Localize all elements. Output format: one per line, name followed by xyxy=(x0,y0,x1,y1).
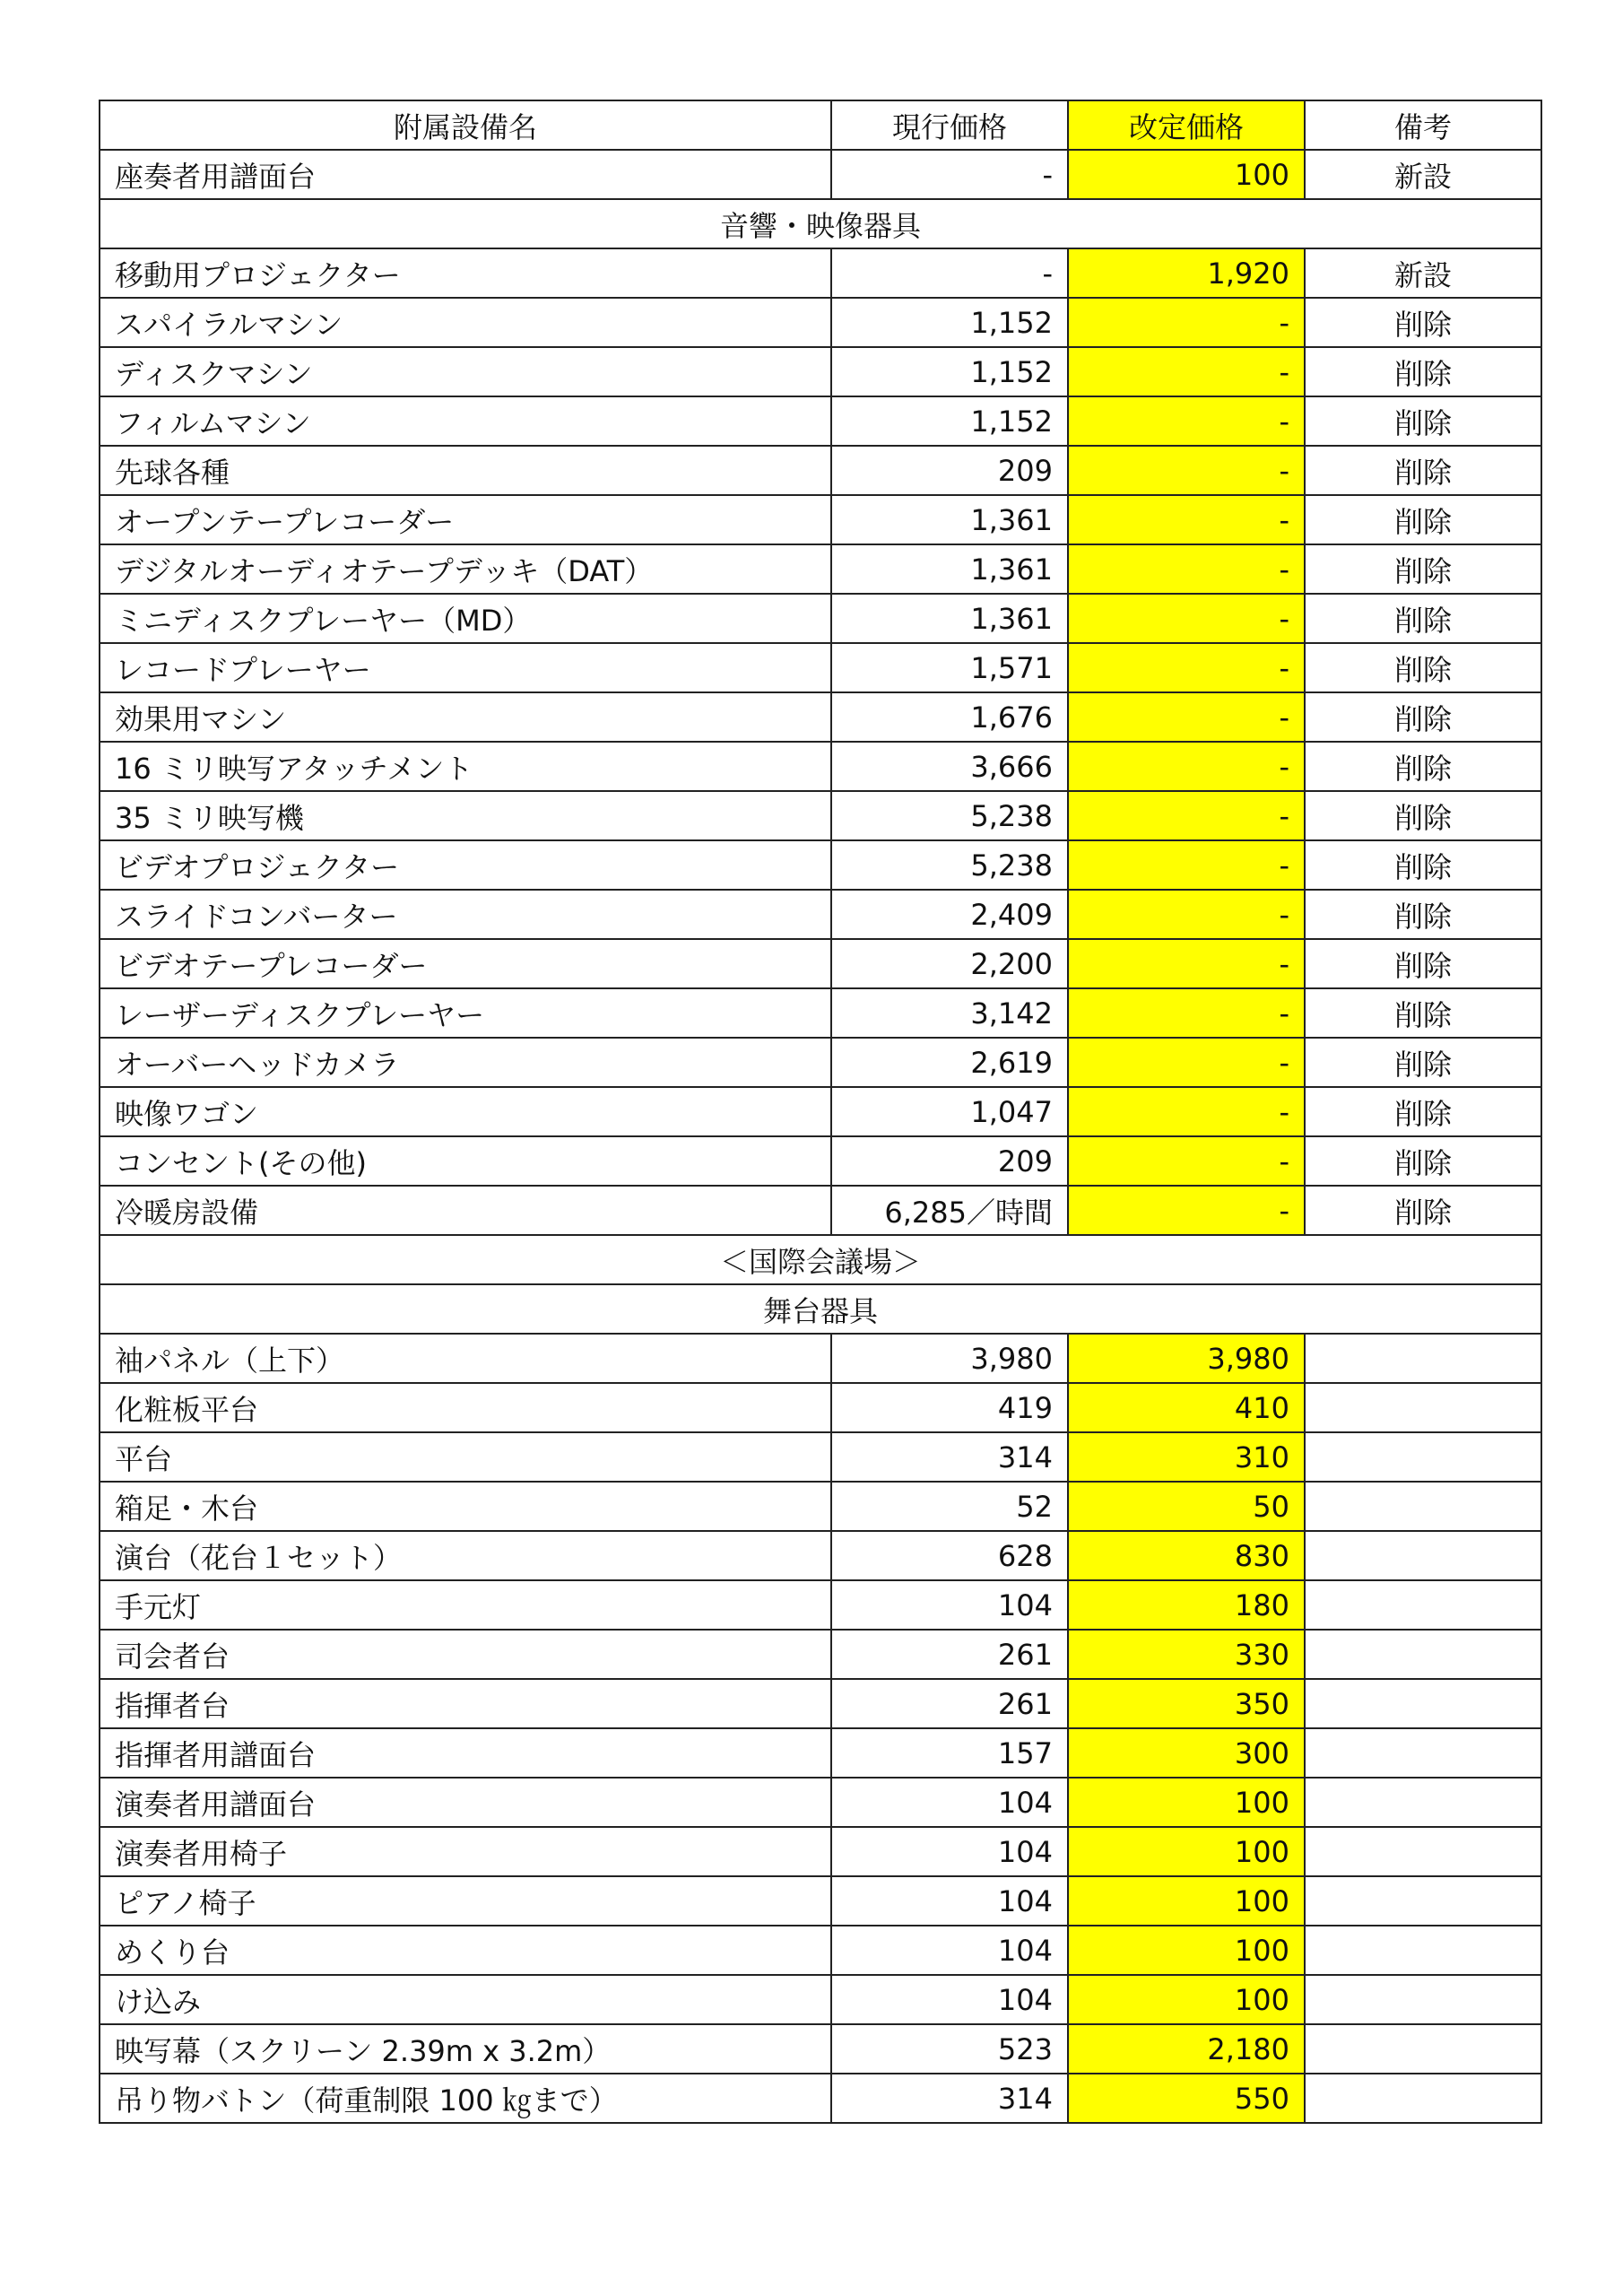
equipment-name-cell: 映像ワゴン xyxy=(100,1087,831,1136)
note-cell xyxy=(1305,1630,1541,1679)
note-cell: 削除 xyxy=(1305,791,1541,840)
fee-table-container xyxy=(99,100,1542,2124)
equipment-name-cell: 演台（花台１セット） xyxy=(100,1531,831,1580)
table-row xyxy=(100,1876,1541,1926)
revised-price-cell: 100 xyxy=(1068,1876,1305,1926)
revised-price-cell: 2,180 xyxy=(1068,2024,1305,2074)
revised-price-cell: - xyxy=(1068,939,1305,988)
note-cell xyxy=(1305,2024,1541,2074)
table-row xyxy=(100,742,1541,791)
equipment-name-cell: デジタルオーディオテープデッキ（DAT） xyxy=(100,544,831,594)
note-cell xyxy=(1305,1580,1541,1630)
revised-price-cell: 310 xyxy=(1068,1432,1305,1482)
table-row xyxy=(100,446,1541,495)
table-row xyxy=(100,643,1541,692)
equipment-name-cell: 座奏者用譜面台 xyxy=(100,150,831,199)
header-current-price: 現行価格 xyxy=(831,100,1068,150)
revised-price-cell: - xyxy=(1068,840,1305,890)
current-price-cell: 1,152 xyxy=(831,298,1068,347)
table-row xyxy=(100,692,1541,742)
table-row xyxy=(100,1482,1541,1531)
revised-price-cell: - xyxy=(1068,643,1305,692)
equipment-name-cell: 袖パネル（上下） xyxy=(100,1334,831,1383)
table-row xyxy=(100,1136,1541,1186)
table-row xyxy=(100,1926,1541,1975)
equipment-name-cell: オープンテープレコーダー xyxy=(100,495,831,544)
equipment-name-cell: スライドコンバーター xyxy=(100,890,831,939)
note-cell xyxy=(1305,1432,1541,1482)
table-row xyxy=(100,1679,1541,1728)
table-row xyxy=(100,150,1541,199)
current-price-cell: 104 xyxy=(831,1580,1068,1630)
table-row xyxy=(100,1038,1541,1087)
revised-price-cell: 50 xyxy=(1068,1482,1305,1531)
equipment-name-cell: 映写幕（スクリーン 2.39m x 3.2m） xyxy=(100,2024,831,2074)
table-row xyxy=(100,791,1541,840)
revised-price-cell: - xyxy=(1068,446,1305,495)
equipment-name-cell: 先球各種 xyxy=(100,446,831,495)
note-cell: 削除 xyxy=(1305,890,1541,939)
table-row xyxy=(100,988,1541,1038)
equipment-name-cell: ビデオプロジェクター xyxy=(100,840,831,890)
current-price-cell: 3,142 xyxy=(831,988,1068,1038)
current-price-cell: 314 xyxy=(831,1432,1068,1482)
revised-price-cell: 830 xyxy=(1068,1531,1305,1580)
note-cell: 削除 xyxy=(1305,396,1541,446)
equipment-name-cell: ディスクマシン xyxy=(100,347,831,396)
revised-price-cell: - xyxy=(1068,742,1305,791)
table-row xyxy=(100,1630,1541,1679)
note-cell xyxy=(1305,1975,1541,2024)
table-row xyxy=(100,2024,1541,2074)
table-row xyxy=(100,396,1541,446)
equipment-name-cell: コンセント(その他) xyxy=(100,1136,831,1186)
table-row xyxy=(100,1778,1541,1827)
current-price-cell: 523 xyxy=(831,2024,1068,2074)
note-cell xyxy=(1305,1383,1541,1432)
table-row xyxy=(100,890,1541,939)
table-row xyxy=(100,248,1541,298)
equipment-name-cell: 効果用マシン xyxy=(100,692,831,742)
current-price-cell: 104 xyxy=(831,1926,1068,1975)
equipment-name-cell: フィルムマシン xyxy=(100,396,831,446)
revised-price-cell: 3,980 xyxy=(1068,1334,1305,1383)
table-row xyxy=(100,1087,1541,1136)
equipment-name-cell: レコードプレーヤー xyxy=(100,643,831,692)
revised-price-cell: - xyxy=(1068,347,1305,396)
equipment-name-cell: 化粧板平台 xyxy=(100,1383,831,1432)
table-row xyxy=(100,1580,1541,1630)
note-cell xyxy=(1305,1531,1541,1580)
current-price-cell: 104 xyxy=(831,1975,1068,2024)
revised-price-cell: 100 xyxy=(1068,1975,1305,2024)
revised-price-cell: 180 xyxy=(1068,1580,1305,1630)
table-row xyxy=(100,2074,1541,2123)
note-cell xyxy=(1305,1778,1541,1827)
table-row xyxy=(100,298,1541,347)
revised-price-cell: 1,920 xyxy=(1068,248,1305,298)
current-price-cell: 5,238 xyxy=(831,840,1068,890)
note-cell: 削除 xyxy=(1305,692,1541,742)
section-heading: ＜国際会議場＞ xyxy=(100,1235,1541,1284)
note-cell xyxy=(1305,1926,1541,1975)
current-price-cell: 209 xyxy=(831,446,1068,495)
note-cell: 削除 xyxy=(1305,298,1541,347)
table-row xyxy=(100,594,1541,643)
header-row xyxy=(100,100,1541,150)
equipment-name-cell: 演奏者用譜面台 xyxy=(100,1778,831,1827)
note-cell: 削除 xyxy=(1305,446,1541,495)
note-cell xyxy=(1305,1827,1541,1876)
note-cell: 削除 xyxy=(1305,1087,1541,1136)
revised-price-cell: - xyxy=(1068,594,1305,643)
current-price-cell: 1,361 xyxy=(831,594,1068,643)
revised-price-cell: 330 xyxy=(1068,1630,1305,1679)
section-row xyxy=(100,1235,1541,1284)
current-price-cell: 2,200 xyxy=(831,939,1068,988)
note-cell: 削除 xyxy=(1305,495,1541,544)
current-price-cell: 2,619 xyxy=(831,1038,1068,1087)
table-row xyxy=(100,495,1541,544)
revised-price-cell: 410 xyxy=(1068,1383,1305,1432)
equipment-name-cell: ピアノ椅子 xyxy=(100,1876,831,1926)
current-price-cell: 628 xyxy=(831,1531,1068,1580)
header-revised-price: 改定価格 xyxy=(1068,100,1305,150)
current-price-cell: 6,285／時間 xyxy=(831,1186,1068,1235)
note-cell: 削除 xyxy=(1305,742,1541,791)
current-price-cell: 104 xyxy=(831,1827,1068,1876)
table-row xyxy=(100,347,1541,396)
revised-price-cell: 550 xyxy=(1068,2074,1305,2123)
revised-price-cell: - xyxy=(1068,1038,1305,1087)
note-cell: 削除 xyxy=(1305,1136,1541,1186)
current-price-cell: - xyxy=(831,150,1068,199)
equipment-name-cell: 平台 xyxy=(100,1432,831,1482)
note-cell xyxy=(1305,1728,1541,1778)
table-row xyxy=(100,1531,1541,1580)
note-cell: 削除 xyxy=(1305,1186,1541,1235)
equipment-name-cell: 指揮者台 xyxy=(100,1679,831,1728)
current-price-cell: 3,666 xyxy=(831,742,1068,791)
current-price-cell: 261 xyxy=(831,1679,1068,1728)
current-price-cell: 1,152 xyxy=(831,347,1068,396)
header-equipment-name: 附属設備名 xyxy=(100,100,831,150)
note-cell: 削除 xyxy=(1305,988,1541,1038)
current-price-cell: 261 xyxy=(831,1630,1068,1679)
current-price-cell: 104 xyxy=(831,1778,1068,1827)
current-price-cell: 419 xyxy=(831,1383,1068,1432)
table-row xyxy=(100,1334,1541,1383)
note-cell: 削除 xyxy=(1305,1038,1541,1087)
current-price-cell: 1,361 xyxy=(831,544,1068,594)
equipment-name-cell: 箱足・木台 xyxy=(100,1482,831,1531)
revised-price-cell: - xyxy=(1068,791,1305,840)
table-row xyxy=(100,1383,1541,1432)
note-cell xyxy=(1305,1679,1541,1728)
equipment-name-cell: 35 ミリ映写機 xyxy=(100,791,831,840)
revised-price-cell: - xyxy=(1068,692,1305,742)
current-price-cell: 52 xyxy=(831,1482,1068,1531)
revised-price-cell: 100 xyxy=(1068,1778,1305,1827)
section-row xyxy=(100,199,1541,248)
equipment-name-cell: ビデオテープレコーダー xyxy=(100,939,831,988)
equipment-name-cell: 司会者台 xyxy=(100,1630,831,1679)
section-heading: 音響・映像器具 xyxy=(100,199,1541,248)
table-row xyxy=(100,1186,1541,1235)
section-heading: 舞台器具 xyxy=(100,1284,1541,1334)
revised-price-cell: - xyxy=(1068,544,1305,594)
revised-price-cell: - xyxy=(1068,298,1305,347)
equipment-name-cell: 移動用プロジェクター xyxy=(100,248,831,298)
revised-price-cell: - xyxy=(1068,890,1305,939)
section-row xyxy=(100,1284,1541,1334)
current-price-cell: 1,361 xyxy=(831,495,1068,544)
current-price-cell: 2,409 xyxy=(831,890,1068,939)
note-cell xyxy=(1305,1334,1541,1383)
equipment-name-cell: レーザーディスクプレーヤー xyxy=(100,988,831,1038)
table-body xyxy=(100,150,1541,2123)
note-cell: 削除 xyxy=(1305,643,1541,692)
note-cell xyxy=(1305,2074,1541,2123)
current-price-cell: 1,571 xyxy=(831,643,1068,692)
revised-price-cell: 300 xyxy=(1068,1728,1305,1778)
equipment-name-cell: 冷暖房設備 xyxy=(100,1186,831,1235)
note-cell xyxy=(1305,1482,1541,1531)
header-note: 備考 xyxy=(1305,100,1541,150)
table-row xyxy=(100,939,1541,988)
revised-price-cell: - xyxy=(1068,1136,1305,1186)
equipment-name-cell: スパイラルマシン xyxy=(100,298,831,347)
equipment-name-cell: 手元灯 xyxy=(100,1580,831,1630)
equipment-fee-table xyxy=(99,100,1542,2124)
table-row xyxy=(100,1975,1541,2024)
current-price-cell: - xyxy=(831,248,1068,298)
current-price-cell: 104 xyxy=(831,1876,1068,1926)
table-row xyxy=(100,544,1541,594)
equipment-name-cell: 演奏者用椅子 xyxy=(100,1827,831,1876)
equipment-name-cell: ミニディスクプレーヤー（MD） xyxy=(100,594,831,643)
table-row xyxy=(100,1827,1541,1876)
equipment-name-cell: オーバーヘッドカメラ xyxy=(100,1038,831,1087)
current-price-cell: 5,238 xyxy=(831,791,1068,840)
revised-price-cell: - xyxy=(1068,1186,1305,1235)
table-row xyxy=(100,840,1541,890)
note-cell: 新設 xyxy=(1305,150,1541,199)
current-price-cell: 1,047 xyxy=(831,1087,1068,1136)
note-cell: 新設 xyxy=(1305,248,1541,298)
current-price-cell: 209 xyxy=(831,1136,1068,1186)
revised-price-cell: 350 xyxy=(1068,1679,1305,1728)
note-cell xyxy=(1305,1876,1541,1926)
revised-price-cell: 100 xyxy=(1068,1926,1305,1975)
current-price-cell: 3,980 xyxy=(831,1334,1068,1383)
note-cell: 削除 xyxy=(1305,544,1541,594)
table-row xyxy=(100,1728,1541,1778)
revised-price-cell: - xyxy=(1068,396,1305,446)
equipment-name-cell: け込み xyxy=(100,1975,831,2024)
revised-price-cell: 100 xyxy=(1068,150,1305,199)
note-cell: 削除 xyxy=(1305,939,1541,988)
revised-price-cell: - xyxy=(1068,988,1305,1038)
table-row xyxy=(100,1432,1541,1482)
current-price-cell: 157 xyxy=(831,1728,1068,1778)
current-price-cell: 314 xyxy=(831,2074,1068,2123)
revised-price-cell: - xyxy=(1068,1087,1305,1136)
equipment-name-cell: めくり台 xyxy=(100,1926,831,1975)
equipment-name-cell: 吊り物バトン（荷重制限 100 ㎏まで） xyxy=(100,2074,831,2123)
note-cell: 削除 xyxy=(1305,840,1541,890)
current-price-cell: 1,676 xyxy=(831,692,1068,742)
revised-price-cell: 100 xyxy=(1068,1827,1305,1876)
revised-price-cell: - xyxy=(1068,495,1305,544)
current-price-cell: 1,152 xyxy=(831,396,1068,446)
equipment-name-cell: 指揮者用譜面台 xyxy=(100,1728,831,1778)
note-cell: 削除 xyxy=(1305,594,1541,643)
note-cell: 削除 xyxy=(1305,347,1541,396)
equipment-name-cell: 16 ミリ映写アタッチメント xyxy=(100,742,831,791)
